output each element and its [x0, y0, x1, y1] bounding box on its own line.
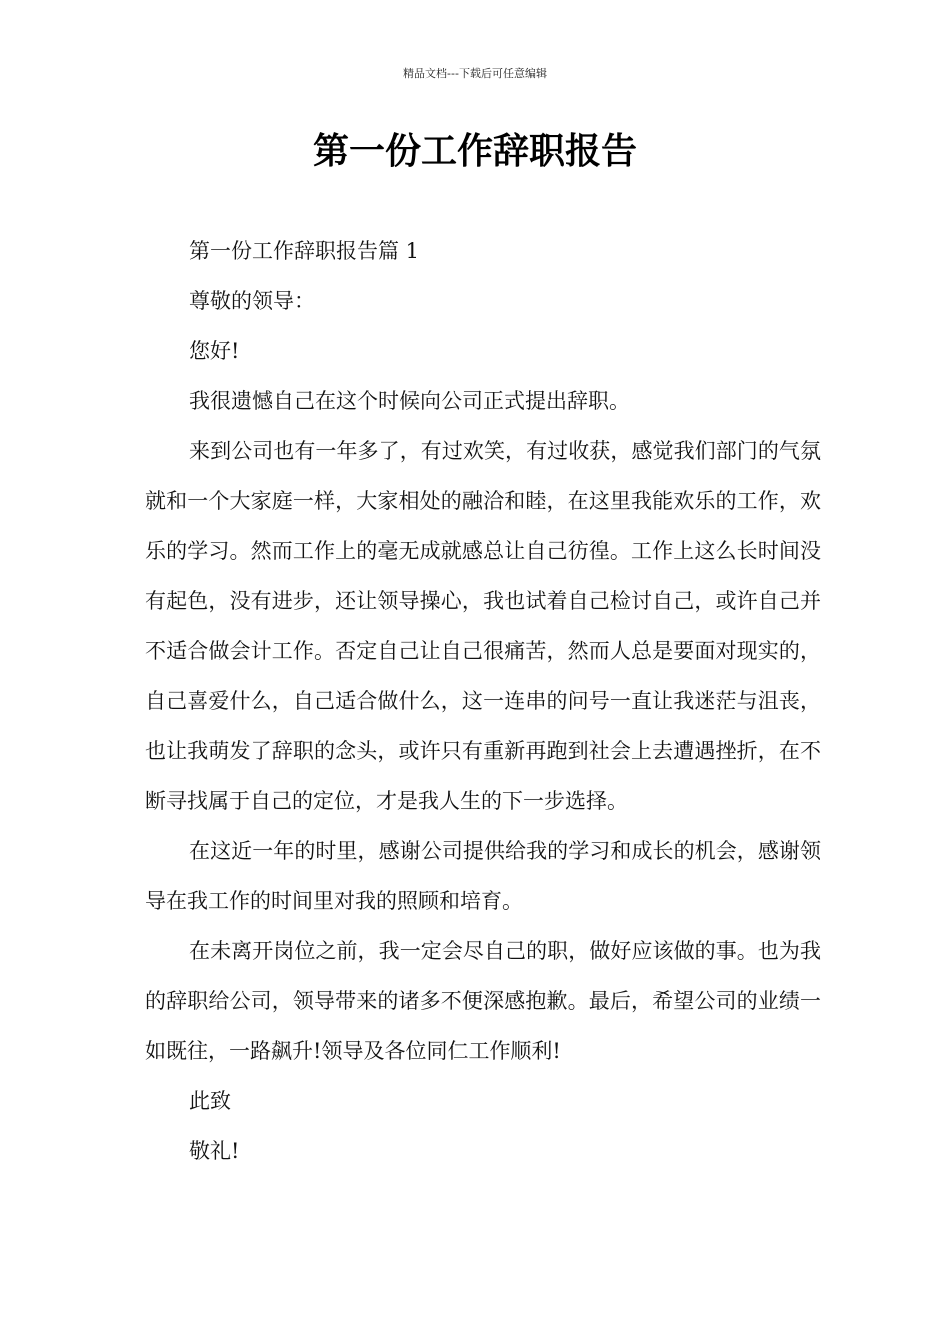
salutation: 尊敬的领导： [189, 289, 315, 313]
body-paragraph: 在未离开岗位之前，我一定会尽自己的职，做好应该做的事。也为我的辞职给公司，领导带来的诸多不便深感抱歉。最后，希望公司的业绩一如既往，一路飙升!领导及各位同仁工作顺利! [145, 939, 821, 1063]
body-paragraph: 来到公司也有一年多了，有过欢笑，有过收获，感觉我们部门的气氛就和一个大家庭一样，大家相处的融洽和睦，在这里我能欢乐的工作，欢乐的学习。然而工作上的毫无成就感总让自己彷徨。工作上这么长时间没有起色，没有进步，还让领导操心，我也试着自己检讨自己，或许自己并不适合做会计工作。否定自己让自己很痛苦，然而人总是要面对现实的，自己喜爱什么，自己适合做什么，这一连串的问号一直让我迷茫与沮丧，也让我萌发了辞职的念头，或许只有重新再跑到社会上去遭遇挫折，在不断寻找属于自己的定位，才是我人生的下一步选择。 [145, 439, 821, 813]
closing-salute: 敬礼! [189, 1139, 240, 1163]
section-heading: 第一份工作辞职报告篇 1 [189, 239, 420, 263]
body-paragraph: 在这近一年的时里，感谢公司提供给我的学习和成长的机会，感谢领导在我工作的时间里对我的照顾和培育。 [145, 839, 821, 913]
header-note: 精品文档---下载后可任意编辑 [403, 67, 547, 80]
closing-line: 此致 [189, 1089, 231, 1113]
greeting: 您好! [189, 339, 240, 363]
body-paragraph: 我很遗憾自己在这个时候向公司正式提出辞职。 [189, 389, 630, 413]
document-title: 第一份工作辞职报告 [312, 131, 637, 172]
document-body [145, 226, 821, 1176]
